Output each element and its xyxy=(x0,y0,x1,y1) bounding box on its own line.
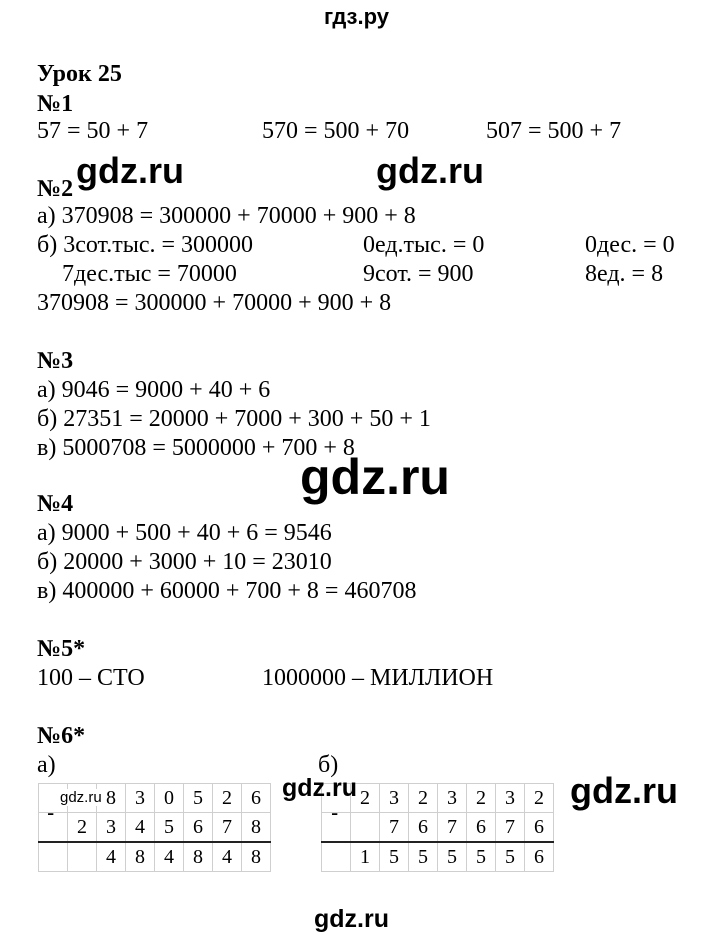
watermark: gdz.ru xyxy=(300,449,450,505)
grid-cell: 7 xyxy=(380,813,409,843)
grid-cell: 3 xyxy=(380,784,409,813)
task2-line-total: 370908 = 300000 + 70000 + 900 + 8 xyxy=(37,290,392,316)
grid-cell: 2 xyxy=(351,784,380,813)
grid-cell: 7 xyxy=(438,813,467,843)
task3-line: б) 27351 = 20000 + 7000 + 300 + 50 + 1 xyxy=(37,406,431,432)
grid-cell: 3 xyxy=(126,784,155,813)
task3-line: а) 9046 = 9000 + 40 + 6 xyxy=(37,377,271,403)
watermark-small: gdz.ru xyxy=(60,789,102,806)
minus-sign: - xyxy=(47,800,55,825)
grid-cell: 3 xyxy=(97,813,126,843)
task4-line: а) 9000 + 500 + 40 + 6 = 9546 xyxy=(37,520,332,546)
grid-cell: 0 xyxy=(155,784,184,813)
task4-line: б) 20000 + 3000 + 10 = 23010 xyxy=(37,549,332,575)
grid-cell xyxy=(39,842,68,872)
grid-cell: 5 xyxy=(155,813,184,843)
site-header: гдз.ру xyxy=(324,4,389,29)
grid-cell: 6 xyxy=(525,813,554,843)
task2-row2-item: 7дес.тыс = 70000 xyxy=(62,261,237,287)
grid-cell: 5 xyxy=(184,784,213,813)
task2-row1-item: 0ед.тыс. = 0 xyxy=(363,232,485,258)
grid-cell: 2 xyxy=(213,784,242,813)
watermark: gdz.ru xyxy=(570,770,678,811)
grid-cell: 8 xyxy=(242,842,271,872)
grid-cell xyxy=(322,842,351,872)
task6-b-label: б) xyxy=(318,752,339,778)
task2-row1-item: 0дес. = 0 xyxy=(585,232,675,258)
minus-sign: - xyxy=(331,800,339,825)
grid-cell: 6 xyxy=(242,784,271,813)
watermark: gdz.ru xyxy=(314,905,389,933)
grid-cell: 5 xyxy=(438,842,467,872)
grid-cell: 8 xyxy=(184,842,213,872)
grid-cell: 4 xyxy=(126,813,155,843)
grid-cell xyxy=(68,842,97,872)
watermark: gdz.ru xyxy=(376,150,484,191)
task5-item: 1000000 – МИЛЛИОН xyxy=(262,665,494,691)
grid-cell: 2 xyxy=(525,784,554,813)
grid-cell: 8 xyxy=(126,842,155,872)
grid-row-subtrahend xyxy=(322,813,554,843)
lesson-title: Урок 25 xyxy=(37,61,122,87)
watermark: gdz.ru xyxy=(76,150,184,191)
grid-cell: 5 xyxy=(496,842,525,872)
task1-item: 507 = 500 + 7 xyxy=(486,118,622,144)
task1-item: 570 = 500 + 70 xyxy=(262,118,410,144)
grid-cell: 8 xyxy=(242,813,271,843)
grid-cell: 7 xyxy=(496,813,525,843)
grid-cell: 2 xyxy=(68,813,97,843)
task5-item: 100 – СТО xyxy=(37,665,145,691)
grid-cell: 2 xyxy=(467,784,496,813)
grid-cell: 6 xyxy=(525,842,554,872)
grid-cell: 2 xyxy=(409,784,438,813)
task2-row2-item: 9сот. = 900 xyxy=(363,261,474,287)
grid-cell: 3 xyxy=(496,784,525,813)
grid-row-result xyxy=(322,842,554,872)
grid-cell: 5 xyxy=(409,842,438,872)
task2-line-a: а) 370908 = 300000 + 70000 + 900 + 8 xyxy=(37,203,416,229)
task1-label: №1 xyxy=(37,91,74,117)
task5-label: №5* xyxy=(37,636,86,662)
grid-cell: 7 xyxy=(213,813,242,843)
grid-cell: 4 xyxy=(155,842,184,872)
task3-line: в) 5000708 = 5000000 + 700 + 8 xyxy=(37,435,355,461)
task4-label: №4 xyxy=(37,491,74,517)
grid-cell: 6 xyxy=(409,813,438,843)
task2-label: №2 xyxy=(37,176,74,202)
grid-cell: 5 xyxy=(380,842,409,872)
task3-label: №3 xyxy=(37,348,74,374)
task2-row2-item: 8ед. = 8 xyxy=(585,261,664,287)
grid-cell: 4 xyxy=(213,842,242,872)
task6-a-label: а) xyxy=(37,752,56,778)
grid-row-subtrahend xyxy=(39,813,271,843)
task4-line: в) 400000 + 60000 + 700 + 8 = 460708 xyxy=(37,578,417,604)
grid-cell xyxy=(351,813,380,843)
grid-cell: 4 xyxy=(97,842,126,872)
grid-cell: 6 xyxy=(184,813,213,843)
grid-cell: 1 xyxy=(351,842,380,872)
grid-cell: 3 xyxy=(438,784,467,813)
grid-row-result xyxy=(39,842,271,872)
task6-label: №6* xyxy=(37,723,86,749)
grid-cell: 5 xyxy=(467,842,496,872)
task1-item: 57 = 50 + 7 xyxy=(37,118,149,144)
watermark: gdz.ru xyxy=(282,774,357,802)
grid-cell: 8 xyxy=(97,784,126,813)
grid-cell: 6 xyxy=(467,813,496,843)
task2-row1-item: б) 3сот.тыс. = 300000 xyxy=(37,232,254,258)
